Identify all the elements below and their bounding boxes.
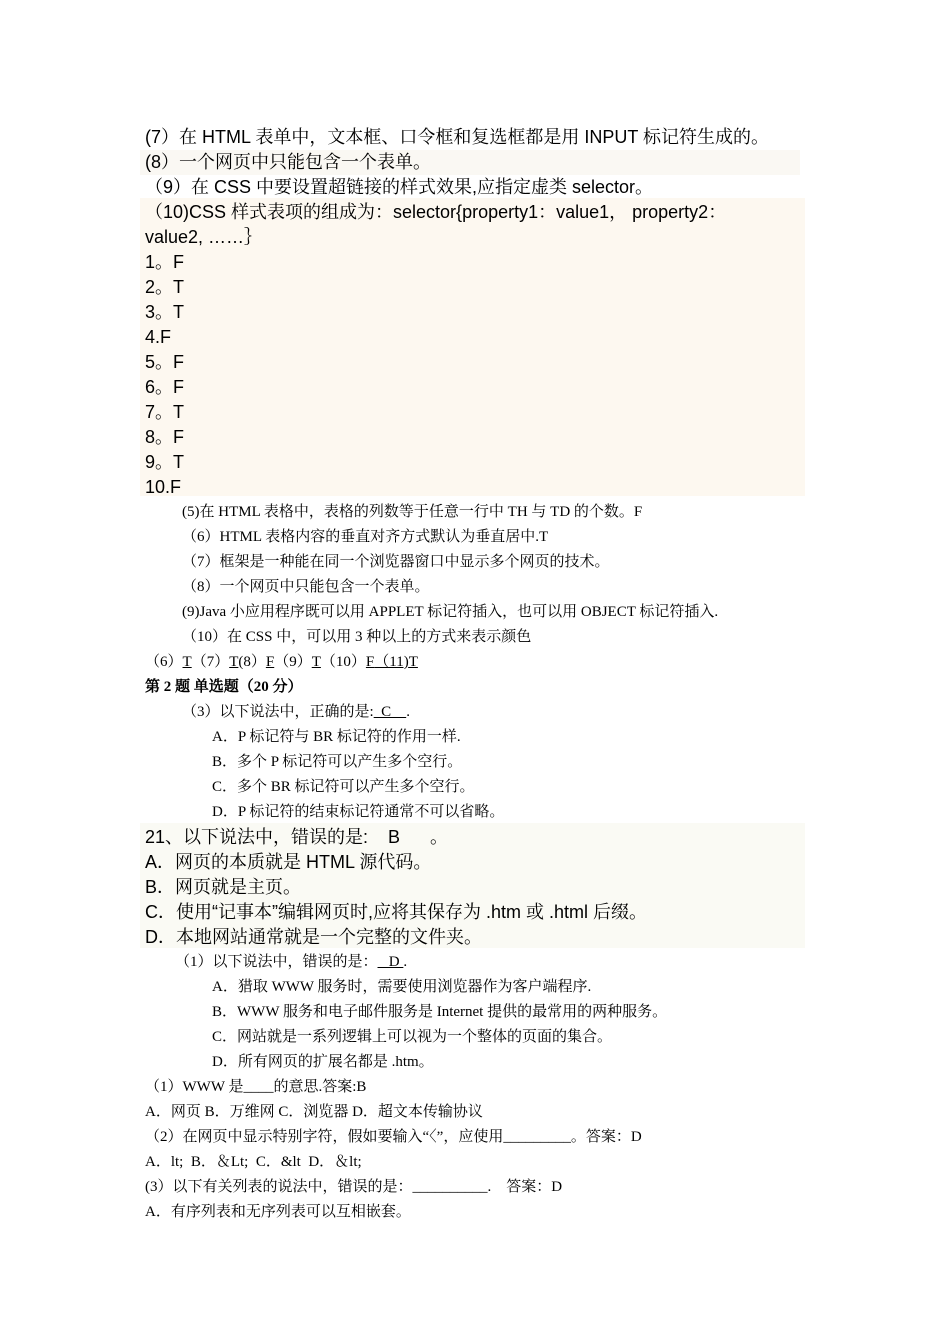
option-line: C．网站就是一系列逻辑上可以视为一个整体的页面的集合。: [212, 1029, 613, 1045]
option-line: D．所有网页的扩展名都是 .htm。: [212, 1054, 434, 1070]
stem-text: （1）以下说法中，错误的是：: [175, 954, 378, 970]
question-line: (9)Java 小应用程序既可以用 APPLET 标记符插入，也可以用 OBJECT 标记符插入.: [182, 604, 719, 620]
question-line: (7）在 HTML 表单中，文本框、口令框和复选框都是用 INPUT 标记符生成的。: [145, 127, 770, 147]
option-line: A．lt; B．＆Lt; C．&lt D．＆lt;: [145, 1154, 362, 1170]
stem-text: （3）以下说法中，正确的是:: [182, 704, 374, 720]
question-stem: 21、以下说法中，错误的是: B 。: [145, 827, 449, 847]
answer-value: F: [365, 654, 375, 670]
option-line: C．多个 BR 标记符可以产生多个空行。: [212, 779, 475, 795]
question-line: (8）一个网页中只能包含一个表单。: [145, 152, 432, 172]
answer-label: （11): [374, 654, 409, 670]
option-line: A．P 标记符与 BR 标记符的作用一样.: [212, 729, 461, 745]
answer-key-item: 7。T: [145, 402, 185, 422]
question-line: value2, ……｝: [145, 227, 263, 247]
answer-value: T: [408, 654, 418, 670]
question-line: （9）在 CSS 中要设置超链接的样式效果,应指定虚类 selector。: [145, 177, 654, 197]
question-stem: [175, 950, 407, 975]
question-line: （10）在 CSS 中，可以用 3 种以上的方式来表示颜色: [182, 629, 532, 645]
section-title: 第 2 题 单选题（20 分）: [145, 679, 303, 695]
answer-value: D: [377, 954, 404, 970]
option-line: D．本地网站通常就是一个完整的文件夹。: [145, 927, 482, 947]
answer-value: F: [265, 654, 275, 670]
option-line: C．使用“记事本”编辑网页时,应将其保存为 .htm 或 .html 后缀。: [145, 902, 648, 922]
question-line: （6）HTML 表格内容的垂直对齐方式默认为垂直居中.T: [182, 529, 549, 545]
question-line: （8）一个网页中只能包含一个表单。: [182, 579, 430, 595]
question-line: （7）框架是一种能在同一个浏览器窗口中显示多个网页的技术。: [182, 554, 610, 570]
question-line: （10)CSS 样式表项的组成为：selector{property1：value1， property2：: [145, 202, 727, 222]
option-line: B．多个 P 标记符可以产生多个空行。: [212, 754, 463, 770]
answer-row: [145, 650, 418, 675]
stem-text: （1）WWW 是: [145, 1079, 244, 1095]
answer-label: (8）: [238, 654, 266, 670]
option-line: A．猎取 WWW 服务时，需要使用浏览器作为客户端程序.: [212, 979, 592, 995]
answer-blank: ____: [243, 1079, 274, 1095]
stem-text: 的意思.答案:B: [273, 1079, 367, 1095]
answer-key-item: 3。T: [145, 302, 185, 322]
option-line: B．WWW 服务和电子邮件服务是 Internet 提供的最常用的两种服务。: [212, 1004, 668, 1020]
answer-key-item: 9。T: [145, 452, 185, 472]
question-stem: (3）以下有关列表的说法中，错误的是：__________. 答案：D: [145, 1179, 563, 1195]
answer-value: T: [229, 654, 239, 670]
option-line: A．有序列表和无序列表可以互相嵌套。: [145, 1204, 411, 1220]
option-line: A．网页的本质就是 HTML 源代码。: [145, 852, 432, 872]
answer-key-item: 4.F: [145, 327, 172, 347]
answer-label: （10）: [320, 654, 366, 670]
answer-key-item: 6。F: [145, 377, 185, 397]
answer-label: （9）: [274, 654, 312, 670]
answer-key-item: 5。F: [145, 352, 185, 372]
question-stem: [182, 700, 410, 725]
option-line: B．网页就是主页。: [145, 877, 302, 897]
answer-key-item: 1。F: [145, 252, 185, 272]
answer-key-item: 2。T: [145, 277, 185, 297]
answer-label: （6）: [145, 654, 183, 670]
question-stem: （2）在网页中显示特别字符，假如要输入“〈”，应使用_________。答案：D: [145, 1129, 642, 1145]
question-stem: [145, 1075, 366, 1100]
stem-text: .: [403, 954, 408, 970]
stem-text: .: [406, 704, 410, 720]
answer-value: T: [182, 654, 192, 670]
question-line: (5)在 HTML 表格中，表格的列数等于任意一行中 TH 与 TD 的个数。F: [182, 504, 643, 520]
answer-key-item: 8。F: [145, 427, 185, 447]
answer-value: C: [373, 704, 407, 720]
answer-key-item: 10.F: [145, 477, 182, 497]
option-line: A．网页 B．万维网 C．浏览器 D．超文本传输协议: [145, 1104, 483, 1120]
answer-value: T: [311, 654, 321, 670]
answer-label: （7）: [191, 654, 230, 670]
option-line: D．P 标记符的结束标记符通常不可以省略。: [212, 804, 505, 820]
